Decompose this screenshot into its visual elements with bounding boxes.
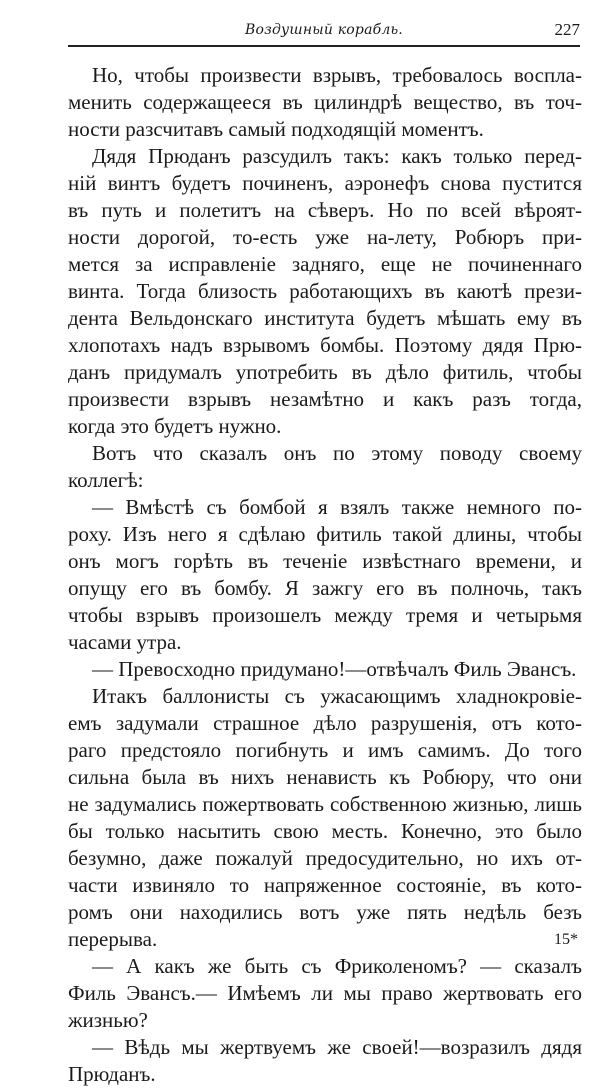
paragraph [68, 62, 582, 143]
text-line: раго предстояло погибнуть и имъ самимъ. До того [68, 738, 582, 762]
text-line: безумно, даже пожалуй предосудительно, но ихъ от- [68, 846, 582, 870]
text-line: произвести взрывъ незамѣтно и какъ разъ тогда, [68, 387, 582, 411]
text-line: Вотъ что сказалъ онъ по этому поводу своему [92, 441, 582, 465]
text-line: онъ могъ горѣть въ теченіе извѣстнаго времени, и [68, 549, 582, 573]
text-line: ности разсчитавъ самый подходящій моментъ. [68, 117, 484, 141]
text-line: Но, чтобы произвести взрывъ, требовалось воспла- [92, 63, 582, 87]
text-line: бы только насытить свою месть. Конечно, это было [68, 819, 582, 843]
text-line: части извиняло то напряженное состояніе, въ кото- [68, 873, 582, 897]
text-line: часами утра. [68, 630, 182, 654]
text-line: менить содержащееся въ цилиндрѣ вещество, въ точ- [68, 90, 582, 114]
text-line: мется за исправленіе задняго, еще не починеннаго [68, 252, 582, 276]
text-line: емъ задумали страшное дѣло разрушенія, отъ кото- [68, 711, 582, 735]
paragraph [68, 953, 582, 1034]
paragraph [68, 656, 582, 683]
text-line: коллегѣ: [68, 468, 144, 492]
paragraph [68, 1034, 582, 1088]
text-line: Филь Эвансъ.— Имѣемъ ли мы право жертвовать его [68, 981, 582, 1005]
text-line: чтобы взрывъ произошелъ между тремя и четырьмя [68, 603, 582, 627]
text-line: сильна была въ нихъ ненависть къ Робюру, что они [68, 765, 582, 789]
body-text [68, 62, 582, 1088]
page-header [68, 18, 580, 48]
text-line: жизнью? [68, 1008, 148, 1032]
paragraph [68, 494, 582, 656]
signature-mark: 15* [554, 931, 578, 948]
text-line: Прюданъ. [68, 1062, 156, 1086]
page-number: 227 [554, 20, 580, 39]
text-line: ности дорогой, то-есть уже на-лету, Робюръ при- [68, 225, 582, 249]
text-line: ромъ они находились вотъ уже пять недѣль безъ [68, 900, 582, 924]
text-line: когда это будетъ нужно. [68, 414, 282, 438]
text-line: въ путь и полетитъ на сѣверъ. Но по всей вѣроят- [68, 198, 582, 222]
paragraph [68, 440, 582, 494]
text-line: хлопотахъ надъ взрывомъ бомбы. Поэтому дядя Прю- [68, 333, 582, 357]
text-line: опущу его въ бомбу. Я зажгу его въ полночь, такъ [68, 576, 582, 600]
text-line: роху. Изъ него я сдѣлаю фитиль такой длины, чтобы [68, 522, 582, 546]
text-line: — А какъ же быть съ Фриколеномъ? — сказалъ [92, 954, 582, 978]
text-line: ній винтъ будетъ починенъ, аэронефъ снова пустится [68, 171, 582, 195]
paragraph [68, 143, 582, 440]
header-rule [68, 45, 580, 47]
text-line: — Превосходно придумано!—отвѣчалъ Филь Эвансъ. [92, 657, 577, 681]
text-line: Дядя Прюданъ разсудилъ такъ: какъ только перед- [92, 144, 582, 168]
text-line: — Вѣдь мы жертвуемъ же своей!—возразилъ дядя [92, 1035, 582, 1059]
text-line: перерыва. [68, 927, 158, 951]
paragraph [68, 683, 582, 953]
running-title: Воздушный корабль. [245, 22, 403, 38]
text-line: — Вмѣстѣ съ бомбой я взялъ также немного по- [92, 495, 582, 519]
text-line: винта. Тогда близость работающихъ въ каютѣ прези- [68, 279, 582, 303]
text-line: дента Вельдонскаго института будетъ мѣшать ему въ [68, 306, 582, 330]
text-line: данъ придумалъ употребить въ дѣло фитиль, чтобы [68, 360, 582, 384]
text-line: Итакъ баллонисты съ ужасающимъ хладнокровіе- [92, 684, 582, 708]
text-line: не задумались пожертвовать собственною жизнью, лишь [68, 792, 582, 816]
